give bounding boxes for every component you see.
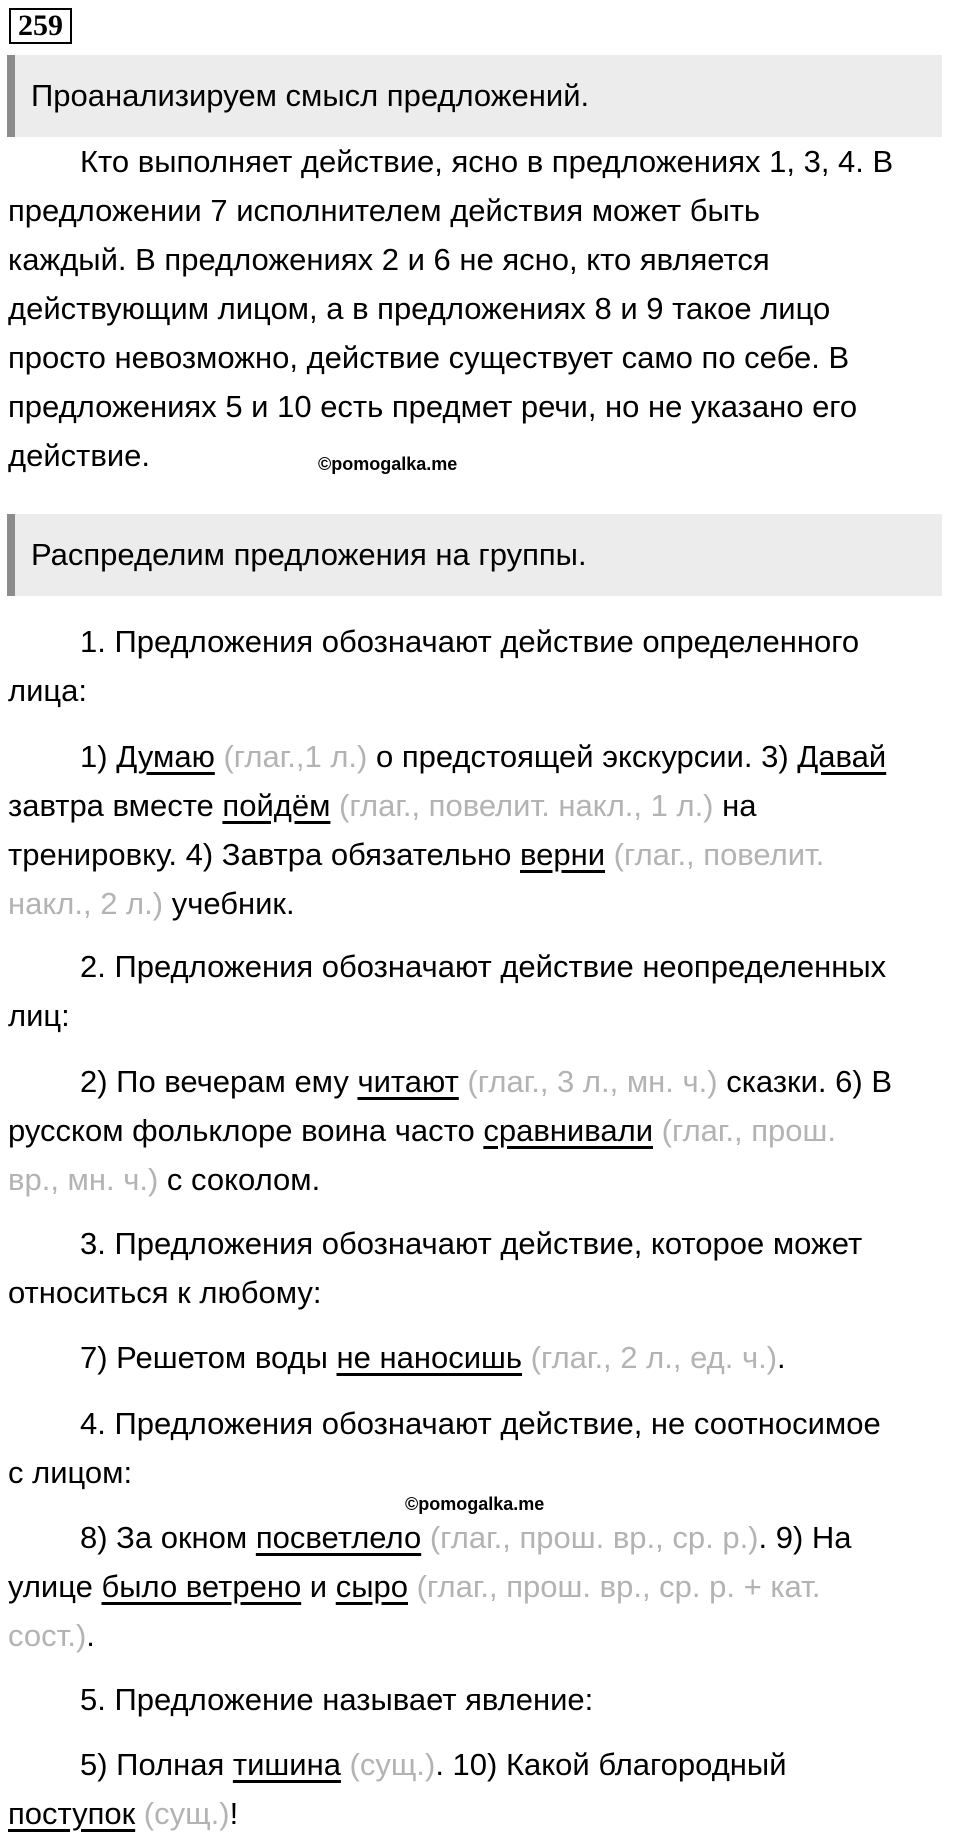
text: тренировку. 4) Завтра обязательно: [8, 837, 520, 872]
grammar-note: (глаг., 2 л., ед. ч.): [522, 1340, 778, 1375]
grammar-note: (глаг., 3 л., мн. ч.): [458, 1064, 718, 1099]
group-3-title-cont: относиться к любому:: [8, 1275, 322, 1310]
text: .: [777, 1340, 786, 1375]
text: 7) Решетом воды: [80, 1340, 337, 1375]
text: о предстоящей экскурсии. 3): [367, 739, 798, 774]
group-1-title-cont: лица:: [8, 673, 88, 708]
grammar-note: (глаг., повелит. накл., 1 л.): [330, 788, 714, 823]
verb-underlined: Думаю: [116, 739, 215, 774]
group-2-title-cont: лиц:: [8, 998, 70, 1033]
text: . 9) На: [758, 1520, 852, 1555]
grammar-note: (глаг., прош.: [653, 1113, 837, 1148]
analysis-paragraph: Кто выполняет действие, ясно в предложениях 1, 3, 4. В предложении 7 исполнителем действия может быть каждый. В предложениях 2 и 6 не ясно, кто является действующим лицом, а в предложениях 8 и 9 такое лицо просто невозможно, действие существует само по себе. В предложениях 5 и 10 есть предмет речи, но не указано его действие.: [8, 144, 894, 473]
group-2-title: 2. Предложения обозначают действие неопределенных: [80, 949, 887, 984]
text: завтра вместе: [8, 788, 223, 823]
group-1-example-line: [8, 830, 824, 879]
group-4-title: 4. Предложения обозначают действие, не соотносимое: [80, 1406, 881, 1441]
grammar-note: (сущ.): [135, 1796, 230, 1831]
text: и: [301, 1569, 336, 1604]
text: !: [229, 1796, 239, 1831]
task-number: 259: [9, 8, 72, 44]
grammar-note: (сущ.): [340, 1747, 436, 1782]
text: 1): [80, 739, 117, 774]
watermark: ©pomogalka.me: [318, 454, 458, 474]
group-5-example-line: [80, 1740, 787, 1789]
group-2-example-line: [80, 1057, 892, 1106]
grammar-note: (глаг.,1 л.): [214, 739, 368, 774]
group-1-example-line: [8, 781, 757, 830]
section-heading-analysis: Проанализируем смысл предложений.: [7, 55, 942, 137]
verb-underlined: было ветрено: [101, 1569, 302, 1604]
group-2-example-line: [8, 1106, 836, 1155]
group-4-example-line: [80, 1513, 852, 1562]
group-3-title: 3. Предложения обозначают действие, которое может: [80, 1226, 863, 1261]
grammar-note: (глаг., прош. вр., ср. р.): [421, 1520, 759, 1555]
group-4-title-cont: с лицом:: [8, 1455, 133, 1490]
group-1-title: 1. Предложения обозначают действие определенного: [80, 624, 860, 659]
text: 8) За окном: [80, 1520, 256, 1555]
grammar-note: (глаг., прош. вр., ср. р. + кат.: [408, 1569, 821, 1604]
verb-underlined: пойдём: [222, 788, 331, 823]
text: 2) По вечерам ему: [80, 1064, 358, 1099]
grammar-note: (глаг., повелит.: [605, 837, 825, 872]
watermark: ©pomogalka.me: [405, 1494, 545, 1514]
section-heading-groups: Распределим предложения на группы.: [7, 514, 942, 596]
group-4-example-line: [8, 1611, 95, 1660]
text: русском фольклоре воина часто: [8, 1113, 484, 1148]
noun-underlined: поступок: [8, 1796, 136, 1831]
verb-underlined: не наносишь: [336, 1340, 523, 1375]
group-1-example-line: [8, 879, 295, 928]
group-3-example-line: [80, 1333, 786, 1382]
group-4-example-line: [8, 1562, 821, 1611]
text: . 10) Какой благородный: [435, 1747, 787, 1782]
noun-underlined: тишина: [232, 1747, 341, 1782]
grammar-note: сост.): [8, 1618, 87, 1653]
group-2-example-line: [8, 1155, 320, 1204]
verb-underlined: Давай: [797, 739, 887, 774]
text: улице: [8, 1569, 102, 1604]
text: на: [713, 788, 757, 823]
group-5-title: 5. Предложение называет явление:: [80, 1682, 594, 1717]
verb-underlined: читают: [357, 1064, 459, 1099]
text: с соколом.: [158, 1162, 321, 1197]
verb-underlined: верни: [519, 837, 606, 872]
text: 5) Полная: [80, 1747, 233, 1782]
verb-underlined: посветлело: [255, 1520, 422, 1555]
verb-underlined: сыро: [335, 1569, 408, 1604]
text: .: [86, 1618, 95, 1653]
text: учебник.: [163, 886, 295, 921]
grammar-note: вр., мн. ч.): [8, 1162, 159, 1197]
verb-underlined: сравнивали: [483, 1113, 654, 1148]
grammar-note: накл., 2 л.): [8, 886, 164, 921]
group-1-example-line: [80, 732, 886, 781]
text: сказки. 6) В: [717, 1064, 892, 1099]
group-5-example-line: [8, 1789, 238, 1838]
